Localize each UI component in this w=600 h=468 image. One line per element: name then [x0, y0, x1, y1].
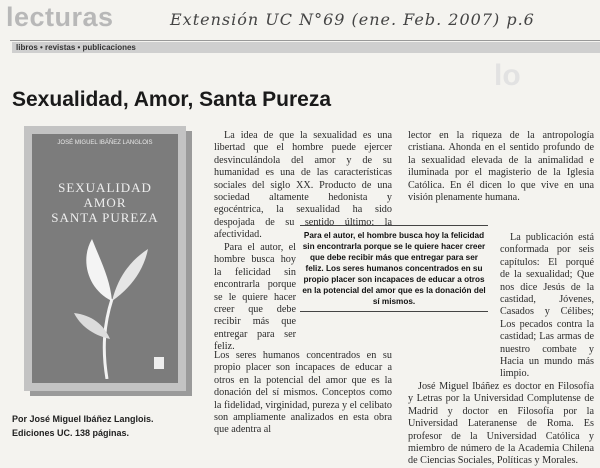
- pull-quote: Para el autor, el hombre busca hoy la felicidad sin encontrarla porque se le quiere hacer creer que debe recibir más que entregar para ser feliz. Los seres humanos concentrados en su propio placer son incapaces de educar a otros en la potencial del amor que es la donación del sí mismos.: [300, 225, 488, 312]
- section-title: lecturas: [6, 2, 114, 32]
- article-headline: Sexualidad, Amor, Santa Pureza: [12, 88, 331, 111]
- book-cover: [24, 126, 186, 391]
- top-rule: [10, 40, 600, 41]
- article-column-1-narrow: [214, 242, 296, 354]
- paragraph: lector en la riqueza de la antropología cristiana. Ahonda en el sentido profundo de la sexualidad elevada de la animalidad e iluminada por el magisterio de la Iglesia Católica. En él dicen lo que vive en una visión plenamente humana.: [408, 130, 594, 204]
- publisher-logo: [154, 357, 164, 369]
- article-column-1-rest: [214, 350, 392, 437]
- paragraph: La publicación está conformada por seis capítulos: El porqué de la sexualidad; Que nos dice Jesús de la castidad, Jóvenes, Casados y Célibes; Los pecados contra la castidad; Las armas de nuestro combate y Hacia un mundo más limpio.: [500, 232, 594, 380]
- handwritten-note: Extensión UC N°69 (ene. Feb. 2007) p.6: [170, 10, 535, 29]
- author-bio: [408, 381, 594, 468]
- paragraph: José Miguel Ibáñez es doctor en Filosofía y Letras por la Universidad Complutense de Madrid y doctor en Filosofía por la Universidad Lateranense de Roma. Es profesor de la Universidad Católica y miembro de número de la Academia Chilena de Ciencias Sociales, Políticas y Morales.: [408, 381, 594, 467]
- flower-icon: [52, 229, 162, 379]
- paragraph: La idea de que la sexualidad es una libertad que el hombre puede ejercer desvinculándola del amor y de su humanidad es una de las características sociales del siglo XX. Producto de una sociedad altamente hedonista y egocéntrica, la sexualidad ha sido despojada de su sentido último: la afectividad.: [214, 130, 392, 241]
- caption-publisher: Ediciones UC. 138 páginas.: [12, 428, 130, 438]
- caption-author: Por José Miguel Ibáñez Langlois.: [12, 414, 154, 424]
- paragraph: Para el autor, el hombre busca hoy la felicidad sin encontrarla porque se le quiere hacer creer que debe recibir más que entregar para ser feliz.: [214, 242, 296, 353]
- subnav-bar: libros • revistas • publicaciones: [12, 42, 600, 53]
- book-caption: [12, 412, 202, 440]
- book-title-line: AMOR: [83, 195, 127, 210]
- book-title-line: SEXUALIDAD: [58, 180, 152, 195]
- book-title-line: SANTA PUREZA: [51, 210, 159, 225]
- bleed-through-text: lo: [494, 62, 521, 92]
- article-column-2-top: [408, 130, 594, 204]
- paragraph: Los seres humanos concentrados en su propio placer son incapaces de educar a otros en la potencial del amor que es la donación del sí mismos. Conceptos como la fidelidad, virginidad, pureza y el celibato son ampliamente analizados en esta obra que adentra al: [214, 350, 392, 436]
- book-cover-author: JOSÉ MIGUEL IBÁÑEZ LANGLOIS: [57, 140, 153, 146]
- book-cover-face: [32, 134, 178, 383]
- book-cover-title: [36, 180, 174, 225]
- article-column-2-side: [500, 232, 594, 381]
